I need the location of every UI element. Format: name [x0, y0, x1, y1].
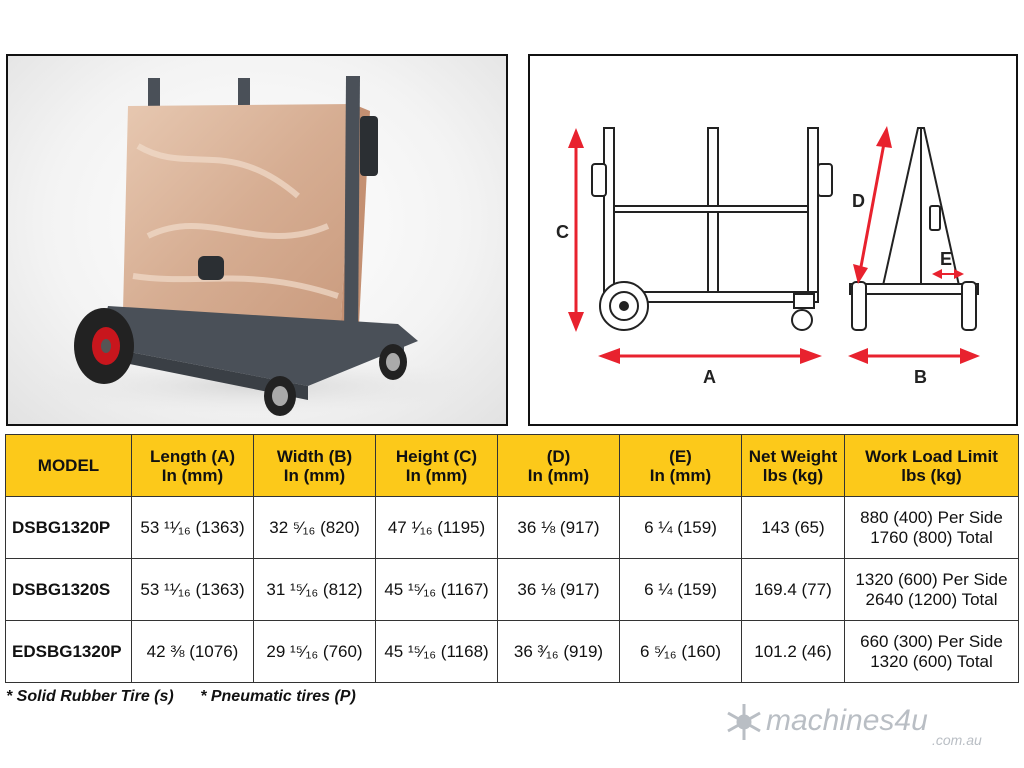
e-cell: 6 ¼ (159): [620, 559, 742, 621]
height-cell: 45 ¹⁵⁄₁₆ (1168): [376, 621, 498, 683]
width-cell: 29 ¹⁵⁄₁₆ (760): [254, 621, 376, 683]
dimension-drawing: [528, 54, 1018, 426]
spec-table: [5, 434, 1019, 683]
weight-cell: 101.2 (46): [742, 621, 845, 683]
header-height: Height (C) In (mm): [376, 435, 498, 497]
height-cell: 47 ¹⁄₁₆ (1195): [376, 497, 498, 559]
machines4u-logo: [722, 700, 992, 748]
side-view: [592, 128, 832, 330]
table-row: [6, 497, 1019, 559]
width-cell: 32 ⁵⁄₁₆ (820): [254, 497, 376, 559]
e-cell: 6 ⁵⁄₁₆ (160): [620, 621, 742, 683]
header-length: Length (A) In (mm): [132, 435, 254, 497]
snowflake-gear-icon: [728, 704, 760, 740]
header-net-weight: Net Weight lbs (kg): [742, 435, 845, 497]
d-cell: 36 ⅛ (917): [498, 497, 620, 559]
header-width: Width (B) In (mm): [254, 435, 376, 497]
width-cell: 31 ¹⁵⁄₁₆ (812): [254, 559, 376, 621]
length-cell: 42 ⅜ (1076): [132, 621, 254, 683]
table-header-row: [6, 435, 1019, 497]
table-row: [6, 621, 1019, 683]
label-a: A: [703, 367, 716, 387]
model-cell: DSBG1320P: [6, 497, 132, 559]
header-work-load-limit: Work Load Limit lbs (kg): [845, 435, 1019, 497]
logo-name: machines4u: [766, 704, 928, 737]
slab-cart-illustration: [8, 56, 506, 424]
model-cell: DSBG1320S: [6, 559, 132, 621]
footnotes: [6, 688, 378, 706]
footnote-solid-tire: * Solid Rubber Tire (s): [6, 688, 174, 705]
length-cell: 53 ¹¹⁄₁₆ (1363): [132, 559, 254, 621]
label-b: B: [914, 367, 927, 387]
header-model: MODEL: [6, 435, 132, 497]
header-d: (D) In (mm): [498, 435, 620, 497]
limit-cell: 1320 (600) Per Side 2640 (1200) Total: [845, 559, 1019, 621]
table-row: [6, 559, 1019, 621]
e-cell: 6 ¼ (159): [620, 497, 742, 559]
limit-cell: 880 (400) Per Side 1760 (800) Total: [845, 497, 1019, 559]
d-cell: 36 ³⁄₁₆ (919): [498, 621, 620, 683]
weight-cell: 143 (65): [742, 497, 845, 559]
label-e: E: [940, 249, 953, 269]
pneumatic-wheel: [74, 308, 134, 384]
d-cell: 36 ⅛ (917): [498, 559, 620, 621]
limit-cell: 660 (300) Per Side 1320 (600) Total: [845, 621, 1019, 683]
weight-cell: 169.4 (77): [742, 559, 845, 621]
length-cell: 53 ¹¹⁄₁₆ (1363): [132, 497, 254, 559]
model-cell: EDSBG1320P: [6, 621, 132, 683]
footnote-pneumatic-tire: * Pneumatic tires (P): [200, 688, 356, 705]
height-cell: 45 ¹⁵⁄₁₆ (1167): [376, 559, 498, 621]
logo-domain: .com.au: [932, 732, 982, 748]
header-e: (E) In (mm): [620, 435, 742, 497]
label-d: D: [852, 191, 865, 211]
product-photo: [6, 54, 508, 426]
label-c: C: [556, 222, 569, 242]
